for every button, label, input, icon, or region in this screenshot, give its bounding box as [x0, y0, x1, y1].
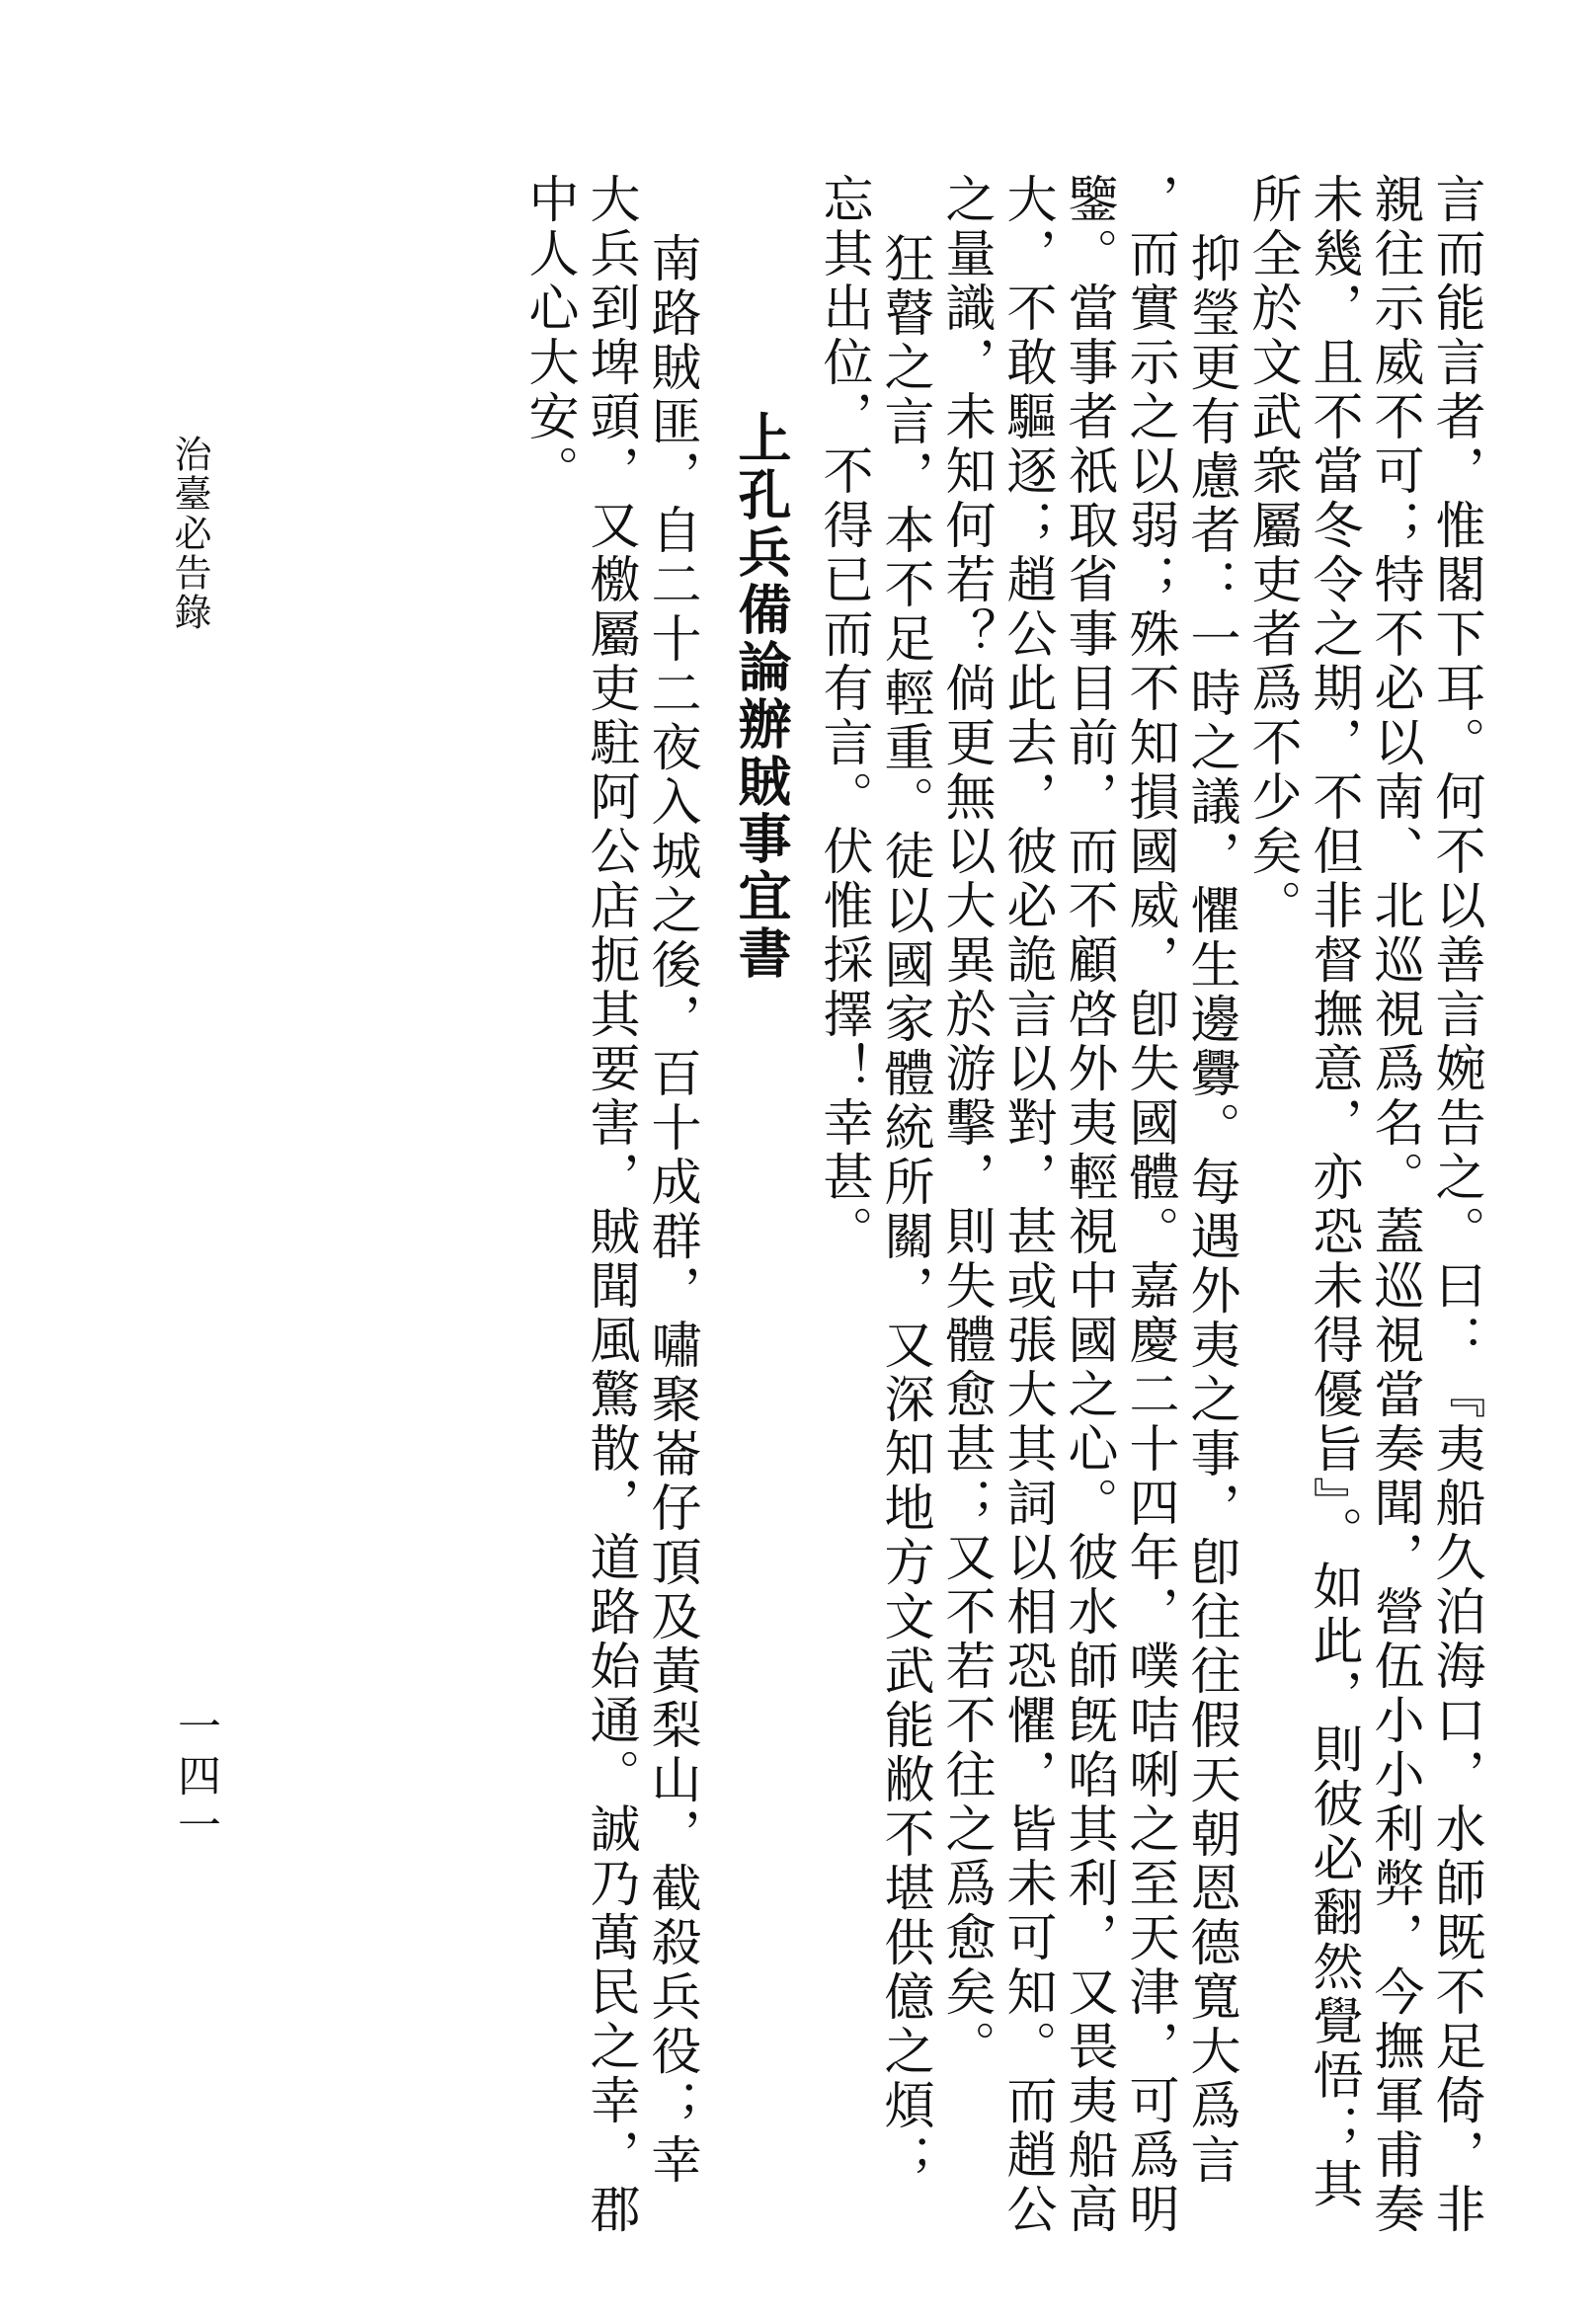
text-column-8: 大，不敢驅逐；趙公此去，彼必詭言以對，甚或張大其詞以相恐懼，皆未可知。而趙公 — [998, 173, 1056, 2237]
text-column-4: 所全於文武衆屬吏者爲不少矣。 — [1242, 173, 1301, 933]
text-column-11: 忘其出位，不得已而有言。伏惟採擇！幸甚。 — [814, 173, 872, 1259]
text-column-6: ，而實示之以弱；殊不知損國威，卽失國體。嘉慶二十四年，噗咭唎之至天津，可爲明 — [1120, 173, 1178, 2237]
text-column-14: 大兵到埤頭，又檄屬吏駐阿公店扼其要害，賊聞風驚散，道路始通。誠乃萬民之幸，郡 — [581, 173, 639, 2237]
text-column-15: 中人心大安。 — [519, 173, 578, 499]
text-column-7: 鑒。當事者祇取省事目前，而不顧啓外夷輕視中國之心。彼水師旣啗其利，又畏夷船高 — [1059, 173, 1117, 2237]
text-column-10: 狂瞽之言，本不足輕重。徒以國家體統所關，又深知地方文武能敝不堪供億之煩； — [875, 232, 933, 2188]
page-number: 一四一 — [170, 1704, 220, 1852]
text-column-1: 言而能言者，惟閣下耳。何不以善言婉告之。曰：『夷船久泊海口，水師既不足倚，非 — [1426, 173, 1484, 2237]
vertical-text-body — [518, 173, 1485, 2237]
running-title: 治臺必告錄 — [168, 435, 211, 632]
text-column-13: 南路賊匪，自二十二夜入城之後，百十成群，嘯聚崙仔頂及黃梨山，截殺兵役；幸 — [642, 232, 700, 2188]
text-column-3: 未幾，且不當冬令之期，不但非督撫意，亦恐未得優旨』。如此，則彼必翻然覺悟；其 — [1304, 173, 1362, 2212]
text-column-5: 抑瑩更有慮者：一時之議，懼生邊釁。每遇外夷之事，卽往往假天朝恩德寬大爲言 — [1181, 232, 1239, 2188]
text-column-2: 親往示威不可；特不必以南、北巡視爲名。蓋巡視當奏聞，營伍小小利弊，今撫軍甫奏 — [1365, 173, 1423, 2237]
text-column-9: 之量識，未知何若？倘更無以大異於游擊，則失體愈甚；又不若不往之爲愈矣。 — [936, 173, 995, 2074]
section-heading: 上孔兵備論辦賊事宜書 — [730, 410, 793, 983]
